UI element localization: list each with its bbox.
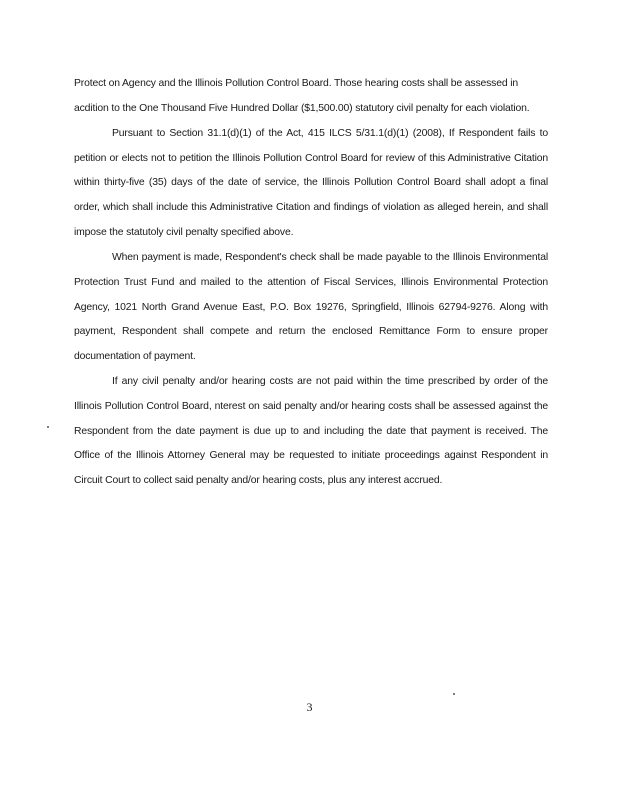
- paragraph-final-order: Pursuant to Section 31.1(d)(1) of the Act, 415 ILCS 5/31.1(d)(1) (2008), If Respondent fails to petition or elects not to petition the Illinois Pollution Control Board for review of this Administrative Citation within thirty-five (35) days of the date of service, the Illinois Pollution Control Board shall adopt a final order, which shall include this Administrative Citation and findings of violation as alleged herein, and shall impose the statutoly civil penalty specified above.: [74, 128, 548, 238]
- paragraph-payment: When payment is made, Respondent's check shall be made payable to the Illinois Environmental Protection Trust Fund and mailed to the attention of Fiscal Services, Illinois Environmental Protection Agency, 1021 North Grand Avenue East, P.O. Box 19276, Springfield, Illinois 62794-9276. Along with payment, Respondent shall compete and return the enclosed Remittance Form to ensure proper documentation of payment.: [74, 252, 548, 362]
- document-body: [74, 72, 548, 494]
- page-number: 3: [306, 700, 313, 714]
- paragraph-interest: If any civil penalty and/or hearing costs are not paid within the time prescribed by order of the Illinois Pollution Control Board, nterest on said penalty and/or hearing costs shall be assessed against the Respondent from the date payment is due up to and including the date that payment is received. The Office of the Illinois Attorney General may be requested to initiate proceedings against Respondent in Circuit Court to collect said penalty and/or hearing costs, plus any interest accrued.: [74, 376, 548, 486]
- scan-speck: [47, 426, 49, 428]
- scan-speck: [453, 693, 455, 695]
- paragraph-hearing-costs: Protect on Agency and the Illinois Pollution Control Board. Those hearing costs shall be assessed in acdition to the One Thousand Five Hundred Dollar ($1,500.00) statutory civil penalty for each violation.: [74, 78, 530, 114]
